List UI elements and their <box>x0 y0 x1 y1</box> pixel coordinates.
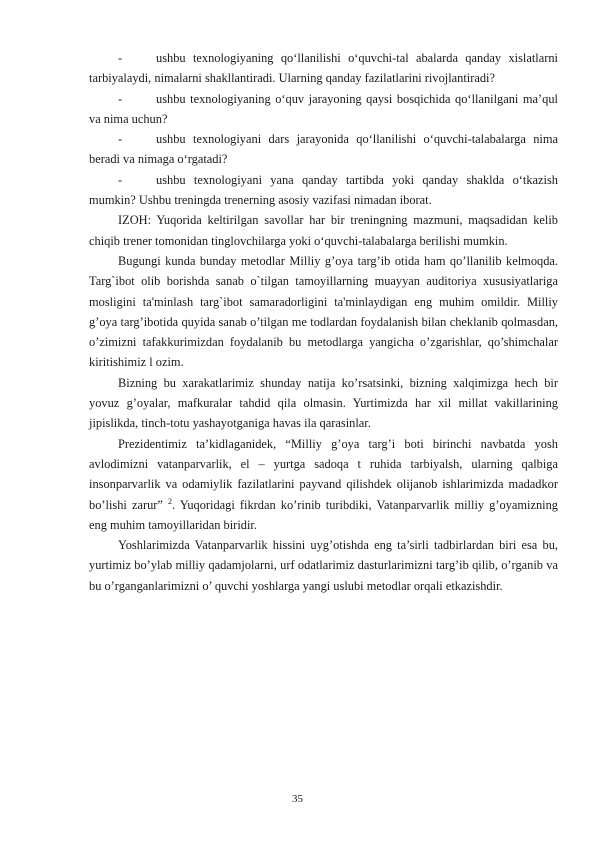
question-item-1 <box>89 48 558 89</box>
question-item-2 <box>89 89 558 130</box>
note-paragraph: IZOH: Yuqorida keltirilgan savollar har bir treningning mazmuni, maqsadidan kelib chiqib trener tomonidan tinglovchilarga yoki o‘quvchi-talabalarga berilishi mumkin. <box>89 213 558 248</box>
list-dash: - <box>118 91 123 106</box>
question-text: ushbu texnologiyaning qo‘llanilishi o‘quvchi-tal abalarda qanday xislatlarni tarbiyalaydi, nimalarni shakllantiradi. Ularning qanday fazilatlarini rivojlantiradi? <box>89 51 558 86</box>
body-paragraph-3 <box>89 434 558 535</box>
list-dash: - <box>118 172 123 187</box>
body-paragraph-2: Bizning bu xarakatlarimiz shunday natija ko’rsatsinki, bizning xalqimizga hech bir yovuz g’oyalar, mafkuralar tahdid qila olmasin. Yurtimizda har xil millat vakillarining jipislikda, tinch-totu yashayotganiga havas ila qarasinlar. <box>89 375 558 431</box>
paragraph-continuation: . Yuqoridagi fikrdan ko’rinib turibdiki, Vatanparvarlik milliy g’oyamizning eng muhim tamoyillaridan biridir. <box>89 497 558 532</box>
question-text: ushbu texnologiyaning o‘quv jarayoning qaysi bosqichida qo‘llanilgani ma’qul va nima uchun? <box>89 91 558 126</box>
question-item-4 <box>89 170 558 211</box>
quote-text: Prezidentimiz ta’kidlaganidek, “Milliy g’oya targ’i boti birinchi navbatda yosh avlodimizni vatanparvarlik, el – yurtga sadoqa t ruhida tarbiyalsh, ularning qalbiga insonparvarlik va odamiylik fazilatlarini payvand qilishdek olijanob ishlarimizda madadkor bo’lishi zarur” <box>89 436 558 512</box>
question-text: ushbu texnologiyani yana qanday tartibda yoki qanday shaklda o‘tkazish mumkin? Ushbu treningda trenerning asosiy vazifasi nimadan iborat. <box>89 172 558 208</box>
body-paragraph-1: Bugungi kunda bunday metodlar Milliy g’oya targ’ib otida ham qo’llanilib kelmoqda. Targ`ibot olib borishda sanab o`tilgan tamoyillarning muayyan auditoriya xususiyatlariga mosligini ta'minlash targ`ibot samaradorligini ta'minlaydigan eng muhim omildir. Milliy g’oya targ’ibotida quyida sanab o’tilgan me todlardan foydalanish bilan cheklanib qolmasdan, o’zimizni tafakkurimizdan foydalanib bu metodlarga yangicha o’zgarishlar, qo’shimchalar kiritishimiz l ozim. <box>89 253 558 370</box>
body-paragraph-4: Yoshlarimizda Vatanparvarlik hissini uyg’otishda eng ta’sirli tadbirlardan biri esa bu, yurtimiz bo’ylab milliy qadamjolarni, urf odatlarimiz dasturlarimizni targ’ib qilib, o’rganib va bu o’rganganlarimizni o’ quvchi yoshlarga yangi uslubi metodlar orqali etkazishdir. <box>89 538 558 593</box>
document-body <box>89 48 558 596</box>
page-number: 35 <box>292 793 303 805</box>
question-text: ushbu texnologiyani dars jarayonida qo‘llanilishi o‘quvchi-talabalarga nima beradi va nimaga o‘rgatadi? <box>89 132 558 167</box>
list-dash: - <box>118 132 123 147</box>
footnote-ref[interactable]: 2 <box>168 496 173 506</box>
list-dash: - <box>118 51 123 65</box>
question-item-3 <box>89 129 558 170</box>
